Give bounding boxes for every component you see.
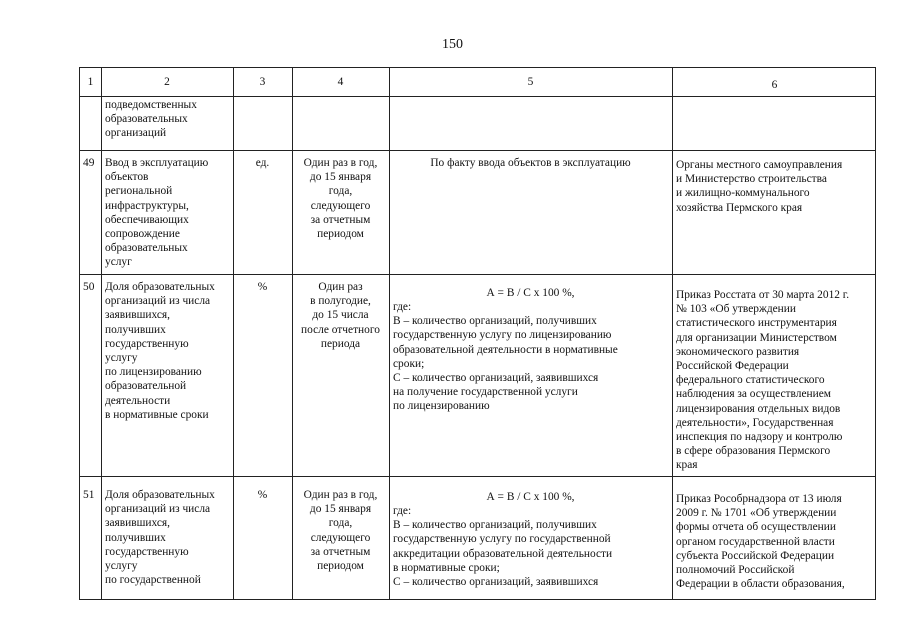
- unit-cell: %: [257, 281, 268, 293]
- source-cell: Приказ Рособрнадзора от 13 июля 2009 г. № 1701 «Об утверждении формы отчета об осуществлении органом государственной власти субъекта Российской Федерации полномочий Российской Федерации в области образования,: [676, 493, 845, 591]
- column-header: 3: [259, 76, 266, 88]
- column-divider: [389, 68, 390, 599]
- indicator-cell: подведомственных образовательных организаций: [105, 99, 197, 140]
- indicators-table: [79, 67, 876, 600]
- period-cell: Один раз в год, до 15 января года, следующего за отчетным периодом: [303, 489, 378, 573]
- column-header: 6: [771, 79, 778, 91]
- indicator-cell: Доля образовательных организаций из числа заявившихся, получивших государственную услугу по государственной: [105, 489, 215, 587]
- row-number: 51: [83, 489, 95, 501]
- page-number: 150: [442, 37, 463, 52]
- indicator-cell: Ввод в эксплуатацию объектов региональной инфраструктуры, обеспечивающих сопровождение образовательных услуг: [105, 157, 209, 269]
- unit-cell: ед.: [255, 157, 270, 169]
- column-header: 4: [337, 76, 344, 88]
- column-divider: [233, 68, 234, 599]
- method-cell: где: В – количество организаций, получивших государственную услугу по государственной аккредитации образовательной деятельности в нормативные сроки; С – количество организаций, заявившихся: [393, 505, 613, 589]
- column-divider: [672, 68, 673, 599]
- column-header: 1: [87, 76, 94, 88]
- unit-cell: %: [257, 489, 268, 501]
- row-number: 49: [83, 157, 95, 169]
- method-cell: По факту ввода объектов в эксплуатацию: [430, 157, 631, 169]
- formula: А = В / С х 100 %,: [486, 287, 575, 299]
- indicator-cell: Доля образовательных организаций из числа заявившихся, получивших государственную услугу по лицензированию образовательной деятельности в нормативные сроки: [105, 281, 215, 421]
- formula: А = В / С х 100 %,: [486, 491, 575, 503]
- method-cell: где: В – количество организаций, получивших государственную услугу по лицензированию образовательной деятельности в нормативные сроки; С – количество организаций, заявившихся на получение государственной услуги по лицензированию: [393, 301, 618, 413]
- row-divider: [80, 274, 875, 275]
- source-cell: Приказ Росстата от 30 марта 2012 г. № 103 «Об утверждении статистического инструментария для организации Министерством экономического развития Российской Федерации федерального статистического наблюдения за осуществлением лицензирования отдельных видов деятельности», Государственная инспекция по надзору и контролю в сфере образования Пермского края: [676, 289, 850, 472]
- row-divider: [80, 476, 875, 477]
- row-number: 50: [83, 281, 95, 293]
- column-divider: [101, 68, 102, 599]
- column-header: 5: [527, 76, 534, 88]
- period-cell: Один раз в полугодие, до 15 числа после отчетного периода: [301, 281, 380, 350]
- period-cell: Один раз в год, до 15 января года, следующего за отчетным периодом: [303, 157, 378, 241]
- row-divider: [80, 96, 875, 97]
- source-cell: Органы местного самоуправления и Министерство строительства и жилищно-коммунального хозяйства Пермского края: [676, 159, 843, 214]
- row-divider: [80, 150, 875, 151]
- column-header: 2: [164, 76, 170, 88]
